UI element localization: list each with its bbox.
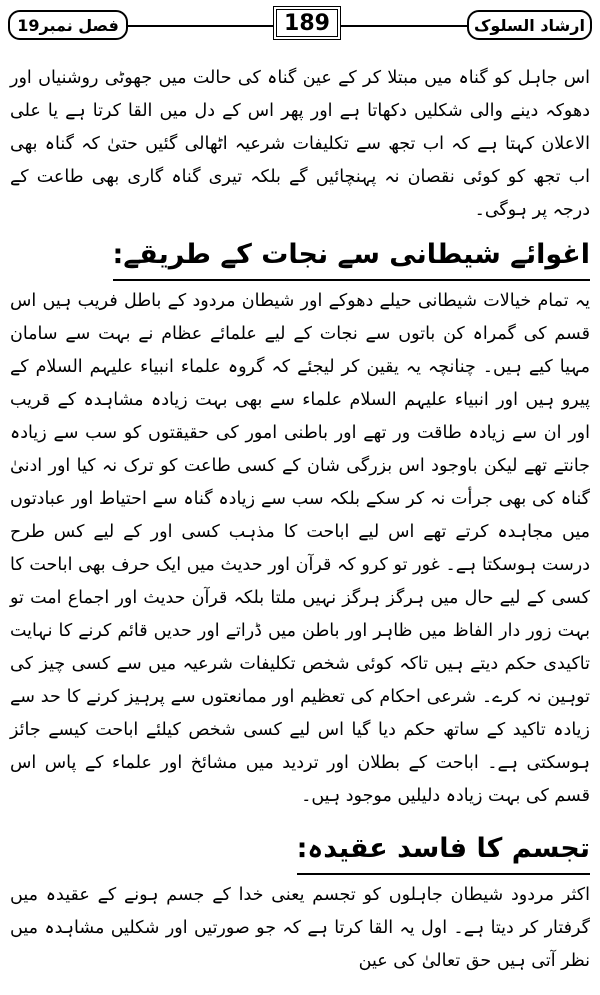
section-heading-2 <box>10 827 590 875</box>
section-heading-1-text: اغوائے شیطانی سے نجات کے طریقے: <box>113 233 590 281</box>
header-rule-left <box>128 25 273 27</box>
paragraph-1: اس جاہل کو گناہ میں مبتلا کر کے عین گناہ کی حالت میں جھوٹی روشنیاں اور دھوکہ دینے والی شکلیں دکھاتا ہے اور پھر اس کے دل میں القا کرتا ہے یا علی الاعلان کہتا ہے کہ اب تجھ سے تکلیفات شرعیہ اٹھالی گئیں حتیٰ کہ گناہ بھی اب تجھ کو کوئی نقصان نہ پہنچائیں گے بلکہ تیری گناہ گاری بھی طاعت کے درجہ پر ہوگی۔ <box>10 68 590 220</box>
section-heading-2-text: تجسم کا فاسد عقیدہ: <box>297 827 590 875</box>
paragraph-3: اکثر مردود شیطان جاہلوں کو تجسم یعنی خدا کے جسم ہونے کے عقیدہ میں گرفتار کر دیتا ہے۔ اول یہ القا کرتا ہے کہ جو صورتیں اور شکلیں مشاہدہ میں نظر آتی ہیں حق تعالیٰ کی عین <box>10 885 590 971</box>
book-title: ارشاد السلوک <box>467 10 592 40</box>
chapter-label: فصل نمبر19 <box>8 10 128 40</box>
page-header <box>8 6 592 46</box>
section-heading-1 <box>10 233 590 281</box>
header-rule-right <box>341 25 467 27</box>
page-body <box>10 62 590 978</box>
paragraph-2: یہ تمام خیالات شیطانی حیلے دھوکے اور شیطان مردود کے باطل فریب ہیں اس قسم کی گمراہ کن باتوں سے نجات کے لیے علمائے عظام نے بہت سے سامان مہیا کیے ہیں۔ چنانچہ یہ یقین کر لیجئے کہ گروہ علماء انبیاء علیہم السلام کے پیرو ہیں اور انبیاء علیہم السلام علماء سے بھی بہت زیادہ مشاہدہ کے قریب اور ان سے زیادہ طاقت ور تھے اور باطنی امور کی حقیقتوں کو سب سے زیادہ جانتے تھے لیکن باوجود اس بزرگی شان کے کسی طاعت کو ترک نہ کیا اور ادنیٰ گناہ کی بھی جرأت نہ کر سکے بلکہ سب سے زیادہ گناہ سے احتیاط اور عبادتوں میں مجاہدہ کرتے تھے اس لیے اباحت کا مذہب کسی اور کے لیے کس طرح درست ہوسکتا ہے۔ غور تو کرو کہ قرآن اور حدیث میں ایک حرف بھی اباحت کا کسی کے لیے حال میں ہرگز ہرگز نہیں ملتا بلکہ قرآن حدیث اور اجماع امت تو بہت زور دار الفاظ میں ظاہر اور باطن میں ڈراتے اور حدیں قائم کرنے کا نہایت تاکیدی حکم دیتے ہیں تاکہ کوئی شخص تکلیفات شرعیہ میں سے کسی چیز کی توہین نہ کرے۔ شرعی احکام کی تعظیم اور ممانعتوں سے پرہیز کرنے کا حد سے زیادہ تاکید کے ساتھ حکم دیا گیا اس لیے کسی شخص کیلئے اباحت کیسے جائز ہوسکتی ہے۔ اباحت کے بطلان اور تردید میں مشائخ اور علماء کے پاس اس قسم کی بہت زیادہ دلیلیں موجود ہیں۔ <box>10 291 590 806</box>
page-number: 189 <box>273 6 341 40</box>
